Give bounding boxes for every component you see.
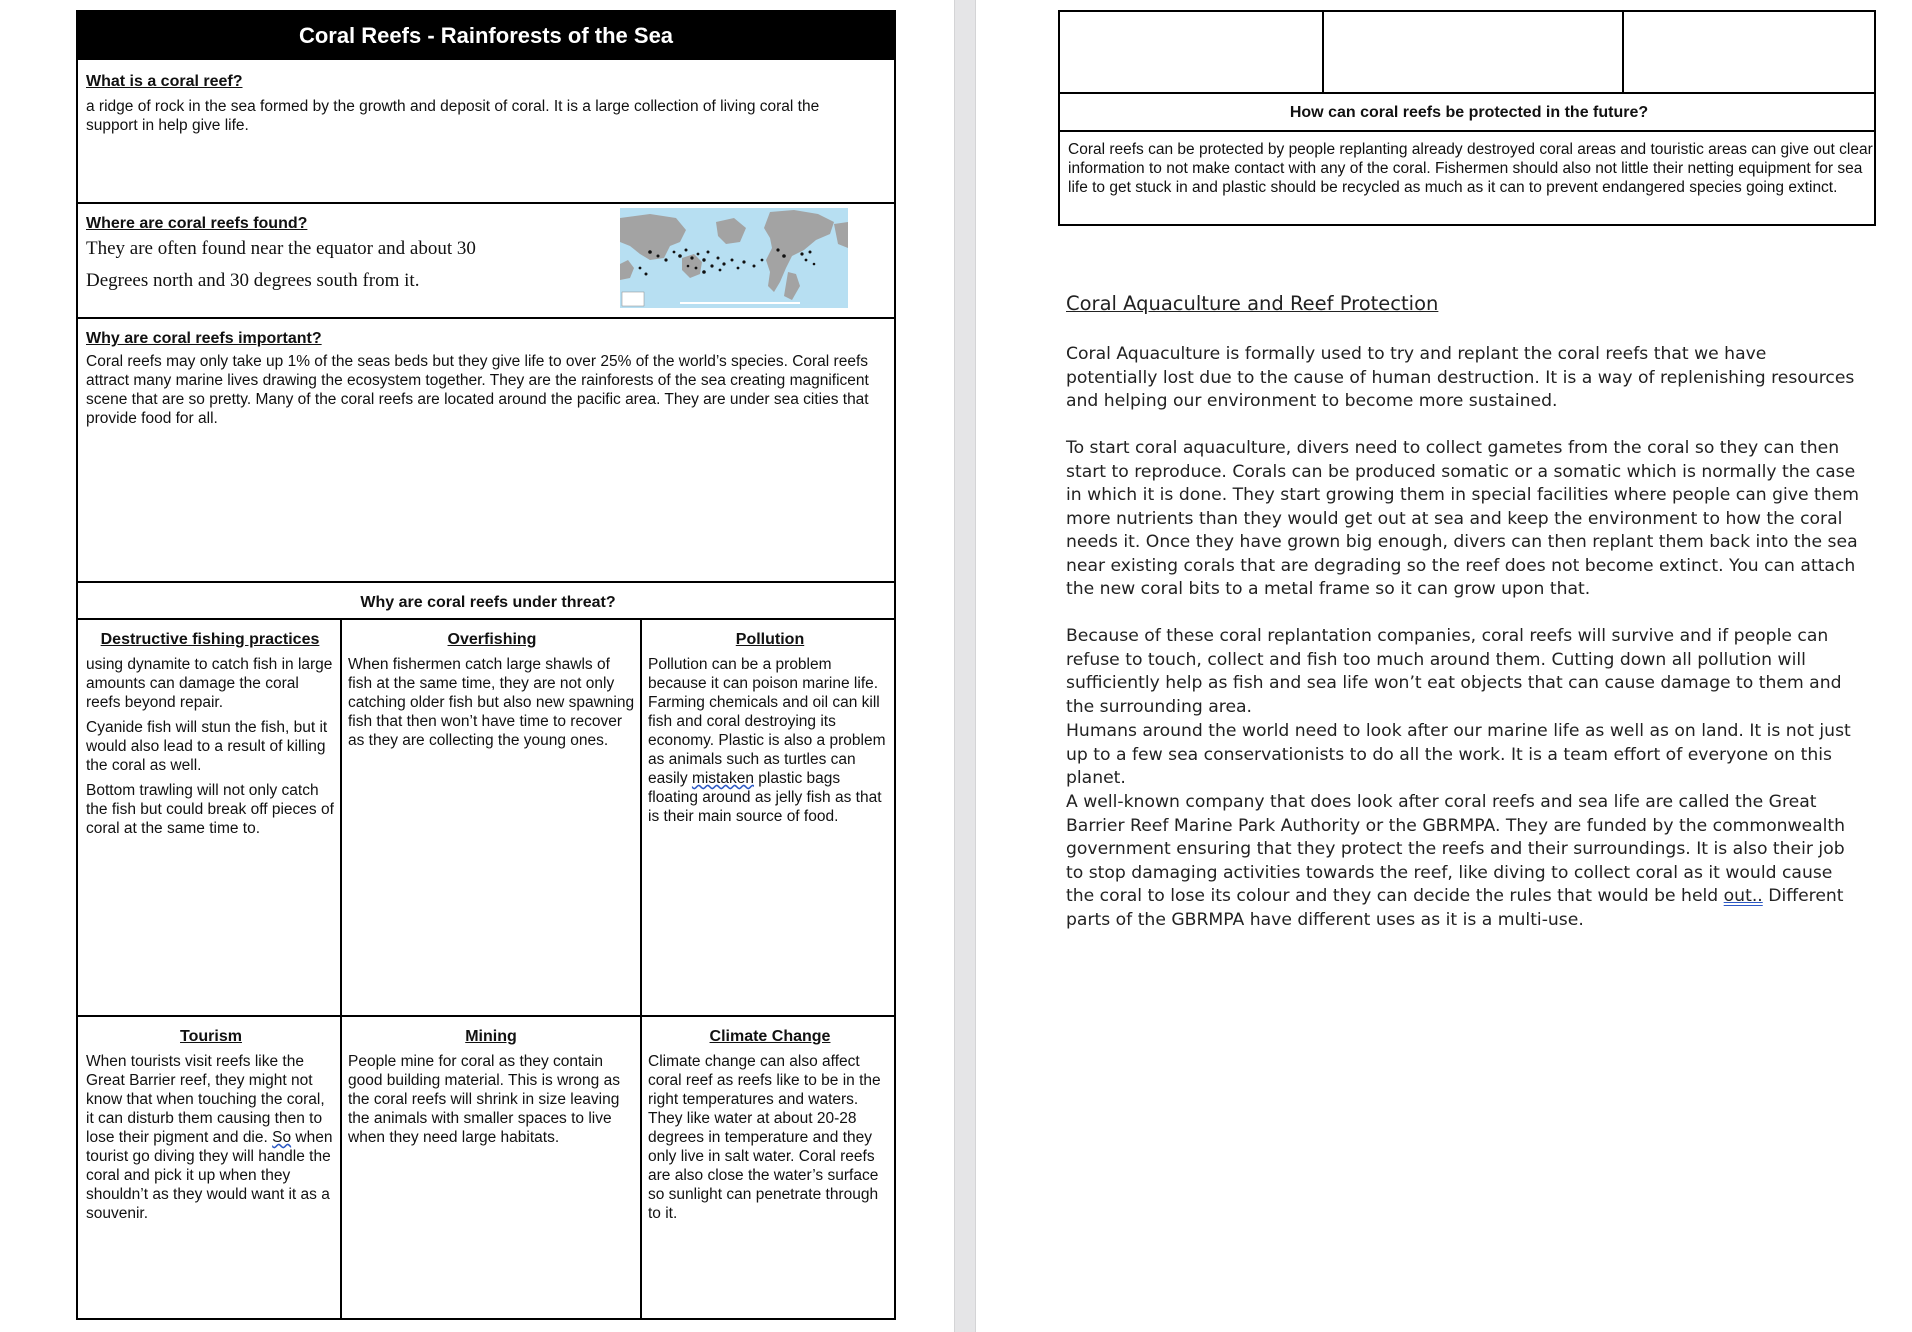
protected-heading: How can coral reefs be protected in the future?	[1289, 104, 1649, 121]
fishing-practices-text-3: Bottom trawling will not only catch the fish but could break off pieces of coral at the same time to.	[86, 782, 334, 837]
where-found-line-2: Degrees north and 30 degrees south from it.	[86, 270, 420, 291]
column-divider	[640, 618, 642, 1318]
column-divider	[1622, 12, 1624, 92]
climate-change-cell	[648, 1027, 892, 1223]
fishing-practices-text-1: using dynamite to catch fish in large amounts can damage the coral reefs beyond repair.	[86, 656, 333, 711]
pollution-text-end: plastic bags floating around as jelly fish as that is their main source of food.	[648, 770, 882, 825]
article-heading	[1066, 292, 1866, 318]
row-divider	[78, 202, 894, 204]
article-paragraph-5-end: Different parts of the GBRMPA have different uses as it is a multi-use.	[1066, 886, 1844, 930]
spellcheck-flag[interactable]: So	[272, 1129, 292, 1146]
tourism-text-end: when tourist go diving they will handle the coral and pick it up when they shouldn’t as they would want it as a souvenir.	[86, 1129, 333, 1222]
article-heading-text: Coral Aquaculture and Reef Protection	[1066, 292, 1439, 315]
pollution-heading: Pollution	[735, 631, 805, 648]
row-divider	[1060, 130, 1874, 132]
row-divider	[78, 581, 894, 583]
spellcheck-flag[interactable]: mistaken	[691, 770, 754, 787]
row-divider	[78, 317, 894, 319]
where-found-line-1: They are often found near the equator and about 30	[86, 238, 476, 259]
page-gutter	[954, 0, 976, 1332]
protected-text: Coral reefs can be protected by people replanting already destroyed coral areas and touristic areas can give out clear information to not make contact with any of the coral. Fishermen should also not little their netting equipment for sea life to get stuck in and plastic should be recycled as much as it can to prevent endangered species going extinct.	[1068, 141, 1873, 196]
fishing-practices-heading: Destructive fishing practices	[100, 631, 320, 648]
why-important-cell	[86, 329, 886, 428]
article-paragraph-5	[1066, 791, 1862, 932]
column-divider	[340, 618, 342, 1318]
tourism-cell	[86, 1027, 336, 1223]
worksheet-title: Coral Reefs - Rainforests of the Sea	[78, 12, 894, 60]
article-paragraph-2: To start coral aquaculture, divers need to collect gametes from the coral so they can then start to reproduce. Corals can be produced somatic or a somatic which is normally the case in which it is done. They start growing them in special facilities where people can give them more nutrients than they would get out at sea and keep the environment to how the coral needs it. Once they have grown big enough, divers can then replant them back into the sea near existing corals that are degrading so the reef does not become extinct. You can attach the new coral bits to a metal frame so it can grow upon that.	[1066, 438, 1859, 599]
coral-reef-world-map	[620, 208, 848, 308]
mining-heading: Mining	[465, 1028, 517, 1045]
protected-heading-cell	[1060, 103, 1878, 122]
pollution-text-start: Pollution can be a problem because it can poison marine life. Farming chemicals and oil can kill fish and coral destroying its economy. Plastic is also a problem as animals such as turtles can easily	[648, 656, 886, 787]
tourism-heading: Tourism	[180, 1028, 242, 1045]
row-divider	[78, 618, 894, 620]
overfishing-cell	[348, 630, 636, 750]
article-paragraph-4: Humans around the world need to look after our marine life as well as on land. It is not just up to a few sea conservationists to do all the work. It is a team effort of everyone on this planet.	[1066, 721, 1851, 788]
climate-change-text: Climate change can also affect coral reef as reefs like to be in the right temperatures and waters. They like water at about 20-28 degrees in temperature and they only live in salt water. Coral reefs are also close the water’s surface so sunlight can penetrate through to it.	[648, 1053, 881, 1222]
tourism-text-start: When tourists visit reefs like the Great Barrier reef, they might not know that when touching the coral, it can disturb them causing then to lose their pigment and die.	[86, 1053, 325, 1146]
article-paragraph-5-start: A well-known company that does look after coral reefs and sea life are called the Great Barrier Reef Marine Park Authority or the GBRMPA. They are funded by the commonwealth government ensuring that they protect the reefs and their surroundings. It is also their job to stop damaging activities towards the reef, like diving to collect coral as it would cause the coral to lose its colour and they can decide the rules that would be held	[1066, 792, 1846, 906]
protected-text-cell	[1068, 140, 1874, 197]
climate-change-heading: Climate Change	[709, 1028, 831, 1045]
overfishing-heading: Overfishing	[447, 631, 537, 648]
fishing-practices-text-2: Cyanide fish will stun the fish, but it would also lead to a result of killing the coral as well.	[86, 719, 328, 774]
worksheet-table	[76, 10, 896, 1320]
overfishing-text: When fishermen catch large shawls of fish at the same time, they are not only catching older fish but also new spawning fish that then won’t have time to recover as they are collecting the young ones.	[348, 656, 635, 749]
row-divider	[78, 1015, 894, 1017]
what-is-text: a ridge of rock in the sea formed by the growth and deposit of coral. It is a large collection of living coral the support in help give life.	[86, 98, 820, 134]
fishing-practices-cell	[86, 630, 334, 838]
grammar-flag[interactable]: out..	[1723, 886, 1763, 906]
what-is-coral-reef-cell	[86, 72, 886, 135]
threat-heading-cell	[78, 593, 898, 612]
pollution-text	[648, 655, 892, 826]
tourism-text	[86, 1052, 336, 1223]
article-paragraph-3: Because of these coral replantation companies, coral reefs will survive and if people can refuse to touch, collect and fish too much around them. Cutting down all pollution will sufficiently help as fish and sea life won’t eat objects that can cause damage to them and the surrounding area.	[1066, 626, 1842, 717]
why-important-heading: Why are coral reefs important?	[86, 330, 322, 347]
why-important-text: Coral reefs may only take up 1% of the seas beds but they give life to over 25% of the world’s species. Coral reefs attract many marine lives drawing the ecosystem together. They are the rainforests of the sea creating magnificent scene that are so pretty. Many of the coral reefs are located around the pacific area. They are under sea cities that provide food for all.	[86, 353, 869, 427]
row-divider	[1060, 92, 1874, 94]
where-found-cell	[86, 214, 546, 297]
column-divider	[1322, 12, 1324, 92]
protection-table	[1058, 10, 1876, 226]
where-found-heading: Where are coral reefs found?	[86, 215, 308, 232]
mining-text: People mine for coral as they contain good building material. This is wrong as the coral reefs will shrink in size leaving the animals with smaller spaces to live when they need large habitats.	[348, 1053, 620, 1146]
what-is-heading: What is a coral reef?	[86, 73, 243, 90]
article-paragraph-1: Coral Aquaculture is formally used to try and replant the coral reefs that we have potentially lost due to the cause of human destruction. It is a way of replenishing resources and helping our environment to become more sustained.	[1066, 344, 1855, 411]
threat-heading: Why are coral reefs under threat?	[360, 594, 616, 611]
pollution-cell	[648, 630, 892, 826]
mining-cell	[348, 1027, 634, 1147]
